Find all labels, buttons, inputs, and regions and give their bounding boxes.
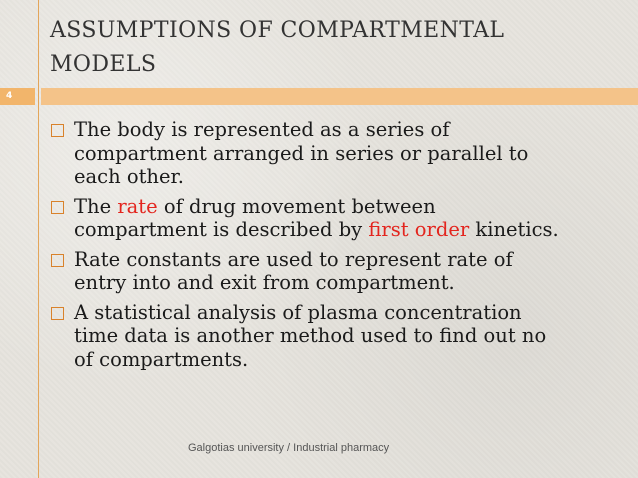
square-bullet-icon [51,201,64,214]
bullet-1-line-2: compartment arranged in series or parallel to [74,141,529,165]
slide-footer: Galgotias university / Industrial pharmacy [188,442,390,454]
bullet-item-3 [48,248,623,295]
bullet-4-line-1: A statistical analysis of plasma concentration [74,300,522,324]
bullet-4-line-3: of compartments. [74,347,249,371]
slide-title-line-1: ASSUMPTIONS OF COMPARTMENTAL [50,18,505,43]
text-segment: The [74,194,118,218]
bullet-item-4 [48,301,623,372]
highlight-first-order: first order [368,218,470,241]
bullet-2-line-1 [74,195,623,219]
slide-title [50,14,610,82]
bullet-list [48,118,623,377]
slide-number: 4 [6,91,13,101]
slide-title-line-2: MODELS [50,52,157,77]
bullet-3-line-1: Rate constants are used to represent rate of [74,247,513,271]
square-bullet-icon [51,254,64,267]
title-underline-bar [41,88,638,105]
highlight-rate: rate [117,194,158,218]
text-segment: kinetics. [469,218,559,241]
bullet-3-line-2: entry into and exit from compartment. [74,271,455,294]
bullet-item-2 [48,195,623,242]
bullet-4-line-2: time data is another method used to find out no [74,324,547,347]
bullet-1-line-1: The body is represented as a series of [74,118,450,141]
bullet-1-line-3: each other. [74,165,184,188]
bullet-item-1 [48,118,623,189]
square-bullet-icon [51,124,64,137]
text-segment: compartment is described by [74,218,369,241]
left-vertical-rule [38,0,39,478]
text-segment: of drug movement between [157,194,436,218]
bullet-2-line-2 [74,218,623,242]
square-bullet-icon [51,307,64,320]
